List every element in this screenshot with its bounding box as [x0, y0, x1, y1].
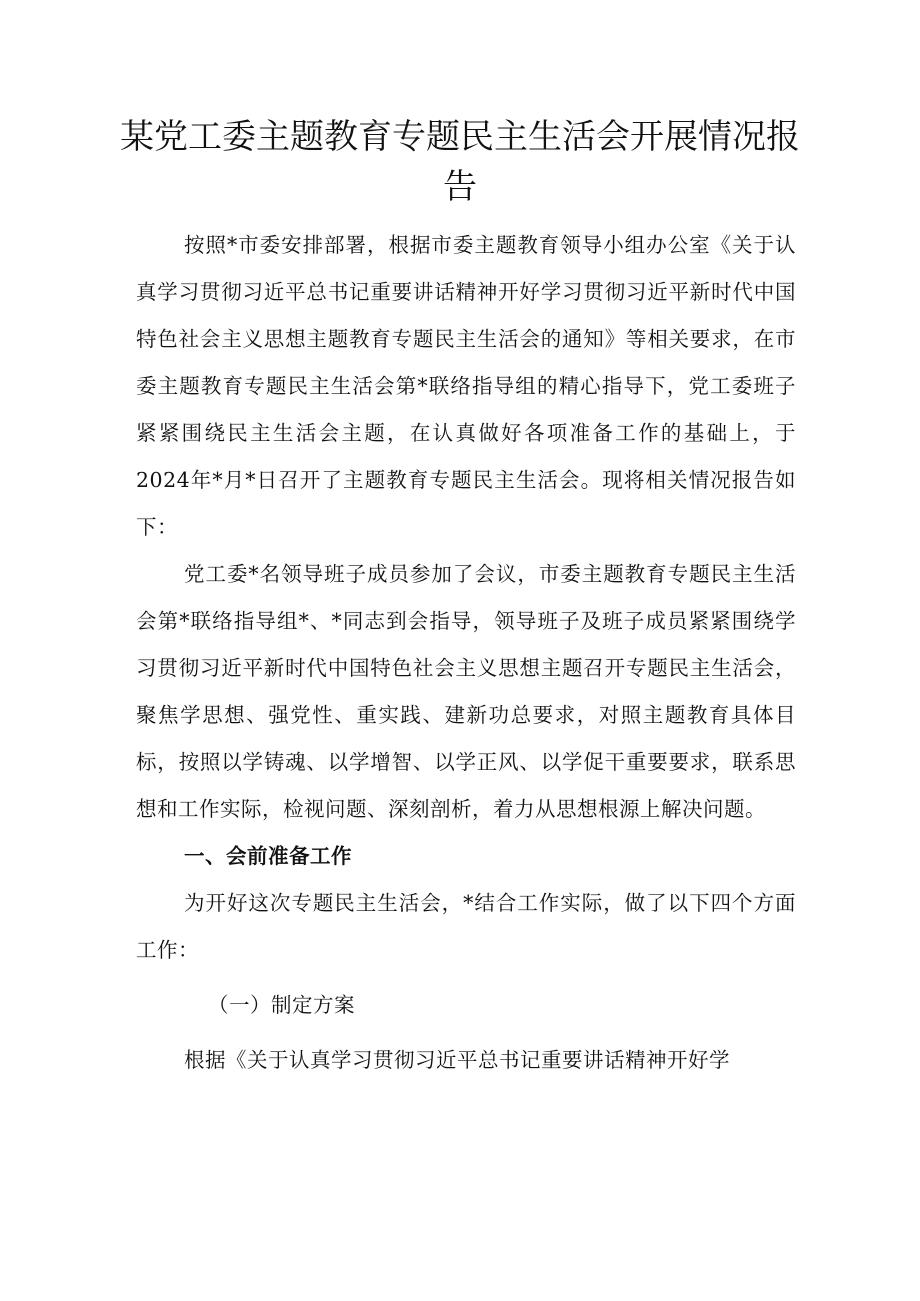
section-heading-preparation: 一、会前准备工作 — [184, 844, 352, 868]
paragraph-plan: 根据《关于认真学习贯彻习近平总书记重要讲话精神开好学 — [184, 1048, 730, 1072]
paragraph-preparation: 为开好这次专题民主生活会，*结合工作实际，做了以下四个方面工作： — [136, 891, 796, 962]
subsection-heading-plan: （一）制定方案 — [208, 993, 355, 1017]
document-title: 某党工委主题教育专题民主生活会开展情况报告 — [120, 117, 800, 207]
document-body — [136, 222, 796, 1084]
paragraph-attendance: 党工委*名领导班子成员参加了会议，市委主题教育专题民主生活会第*联络指导组*、*同志到会指导，领导班子及班子成员紧紧围绕学习贯彻习近平新时代中国特色社会主义思想主题召开专题民主生活会，聚焦学思想、强党性、重实践、建新功总要求，对照主题教育具体目标，按照以学铸魂、以学增智、以学正风、以学促干重要要求，联系思想和工作实际，检视问题、深刻剖析，着力从思想根源上解决问题。 — [136, 562, 796, 821]
paragraph-intro: 按照*市委安排部署，根据市委主题教育领导小组办公室《关于认真学习贯彻习近平总书记重要讲话精神开好学习贯彻习近平新时代中国特色社会主义思想主题教育专题民主生活会的通知》等相关要求，在市委主题教育专题民主生活会第*联络指导组的精心指导下，党工委班子紧紧围绕民主生活会主题，在认真做好各项准备工作的基础上，于2024年*月*日召开了主题教育专题民主生活会。现将相关情况报告如下： — [136, 233, 796, 539]
